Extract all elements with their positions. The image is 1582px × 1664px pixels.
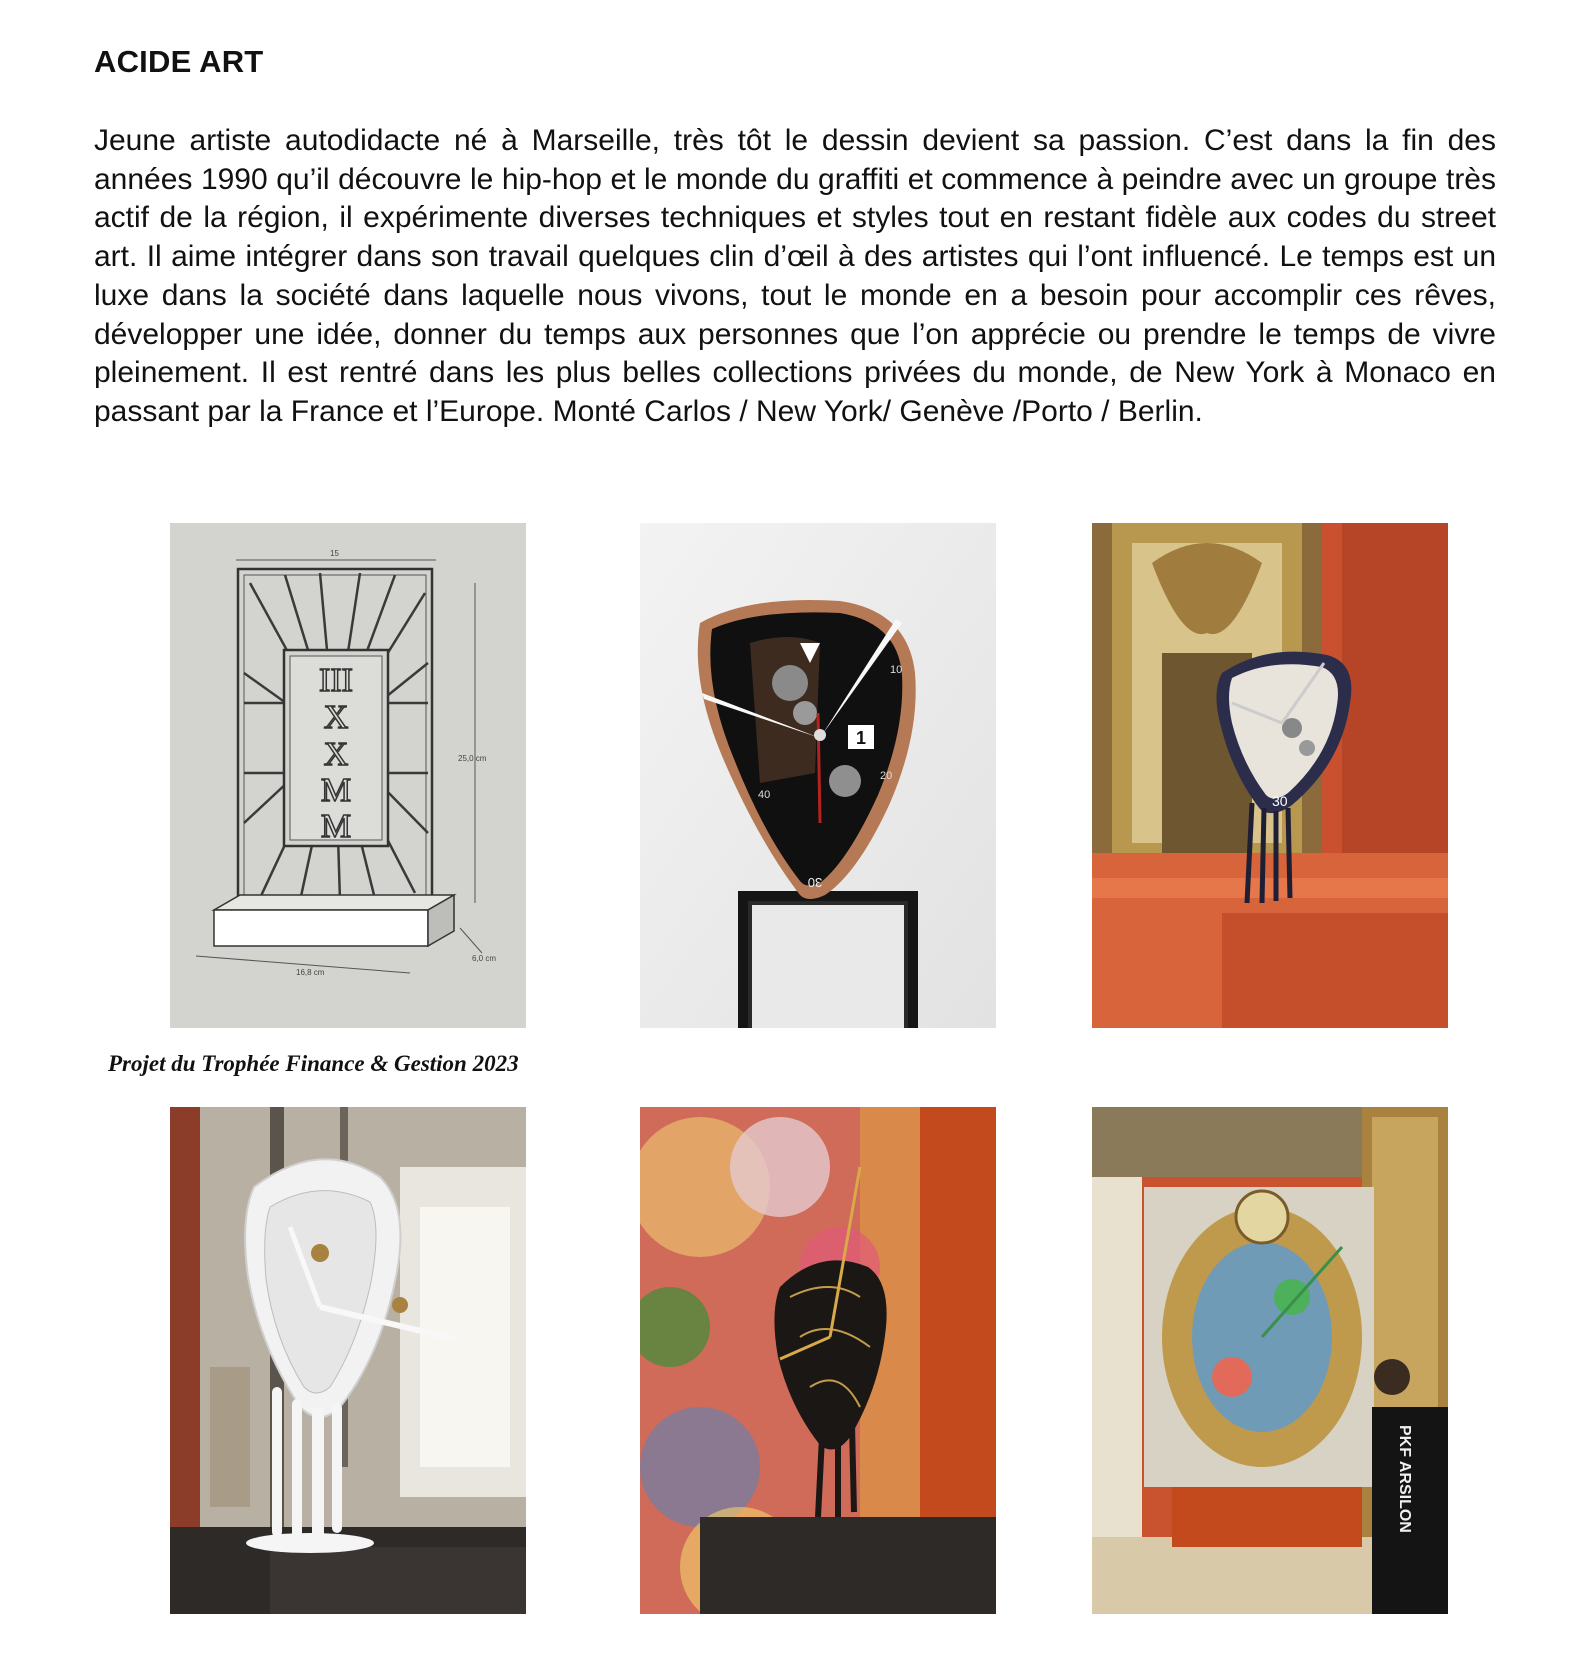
- clock-thirty-label: 30: [807, 875, 823, 890]
- sketch-numeral: M: [320, 772, 352, 809]
- gold-cracked-clock-photo: [640, 1107, 996, 1614]
- trophy-project-caption: Projet du Trophée Finance & Gestion 2023: [108, 1051, 519, 1076]
- dim-width-top-label: 15: [330, 549, 339, 558]
- trophy-sketch-image: [170, 523, 526, 1028]
- sketch-numeral: X: [323, 699, 349, 736]
- black-clock-photo: [640, 523, 996, 1028]
- painting-exhibit-photo: [1092, 1107, 1448, 1614]
- clock-thirty-label: 30: [1272, 793, 1288, 809]
- trophy-sketch-drawing: [170, 523, 526, 1028]
- white-clock-photo: [170, 1107, 526, 1614]
- artist-biography: Jeune artiste autodidacte né à Marseille, très tôt le dessin devient sa passion. C’est dans la fin des années 1990 qu’il découvre le hip-hop et le monde du graffiti et commence à peindre avec un groupe très actif de la région, il expérimente diverses techniques et styles tout en restant fidèle aux codes du street art. Il aime intégrer dans son travail quelques clin d’œil à des artistes qui l’ont influencé. Le temps est un luxe dans la société dans laquelle nous vivons, tout le monde en a besoin pour accomplir ces rêves, développer une idée, donner du temps aux personnes que l’on apprécie ou prendre le temps de vivre pleinement. Il est rentré dans les plus belles collections privées du monde, de New York à Monaco en passant par la France et l’Europe. Monté Carlos / New York/ Genève /Porto / Berlin.: [94, 124, 1496, 428]
- clock-twenty-label: 20: [880, 770, 893, 782]
- dim-width-base-label: 16,8 cm: [296, 968, 325, 977]
- clock-forty-label: 40: [758, 789, 771, 801]
- sketch-numeral: III: [319, 662, 353, 699]
- ornate-room-clock-photo: [1092, 523, 1448, 1028]
- dim-depth-label: 6,0 cm: [472, 954, 497, 963]
- clock-ten-label: 10: [890, 664, 903, 676]
- clock-date-label: 1: [855, 728, 867, 748]
- page-title: ACIDE ART: [94, 44, 264, 79]
- sketch-numeral: X: [323, 736, 349, 773]
- sketch-numeral: M: [320, 808, 352, 845]
- dim-height-label: 25,0 cm: [458, 754, 487, 763]
- sponsor-sign-label: PKF ARSILON: [1396, 1425, 1413, 1533]
